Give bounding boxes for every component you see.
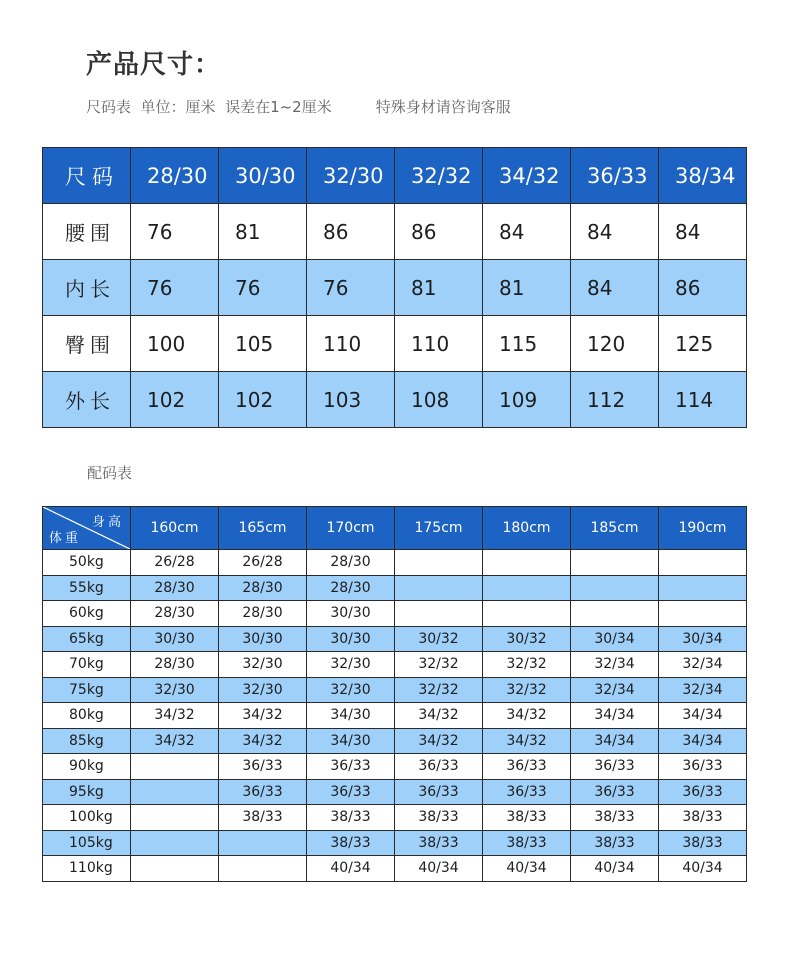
fit-cell <box>395 550 483 576</box>
fit-cell: 34/32 <box>483 703 571 729</box>
fit-cell <box>483 575 571 601</box>
fit-cell: 32/32 <box>483 652 571 678</box>
fit-cell: 28/30 <box>219 601 307 627</box>
fit-cell: 38/33 <box>571 805 659 831</box>
fit-cell <box>483 601 571 627</box>
fit-cell: 34/32 <box>131 703 219 729</box>
fit-cell: 34/32 <box>131 728 219 754</box>
fit-cell: 34/32 <box>483 728 571 754</box>
size-header-cell: 38/34 <box>659 148 747 204</box>
fit-cell: 38/33 <box>395 805 483 831</box>
size-cell: 114 <box>659 372 747 428</box>
fit-row <box>43 550 747 576</box>
fit-cell <box>483 550 571 576</box>
size-header-cell: 32/32 <box>395 148 483 204</box>
fit-row <box>43 754 747 780</box>
fit-cell <box>571 550 659 576</box>
fit-row <box>43 575 747 601</box>
size-cell: 84 <box>659 204 747 260</box>
fit-cell: 36/33 <box>571 779 659 805</box>
fit-cell: 32/30 <box>307 677 395 703</box>
size-cell: 76 <box>131 260 219 316</box>
size-header-row <box>43 148 747 204</box>
fit-chart-table <box>42 506 747 882</box>
fit-row-weight: 110kg <box>43 856 131 882</box>
size-cell: 76 <box>307 260 395 316</box>
fit-header-cell: 165cm <box>219 507 307 550</box>
fit-cell: 36/33 <box>307 779 395 805</box>
size-cell: 103 <box>307 372 395 428</box>
fit-cell: 32/34 <box>659 652 747 678</box>
fit-cell <box>571 575 659 601</box>
fit-cell: 40/34 <box>307 856 395 882</box>
fit-corner-cell <box>43 507 131 550</box>
fit-cell: 34/30 <box>307 703 395 729</box>
fit-cell: 36/33 <box>219 754 307 780</box>
fit-cell: 32/34 <box>571 677 659 703</box>
fit-cell: 32/30 <box>131 677 219 703</box>
size-row-label: 内长 <box>43 260 131 316</box>
fit-row-weight: 65kg <box>43 626 131 652</box>
fit-cell: 38/33 <box>483 805 571 831</box>
fit-row-weight: 80kg <box>43 703 131 729</box>
size-row-label: 外长 <box>43 372 131 428</box>
size-cell: 102 <box>131 372 219 428</box>
fit-cell: 32/32 <box>395 652 483 678</box>
fit-cell: 38/33 <box>571 830 659 856</box>
fit-header-cell: 170cm <box>307 507 395 550</box>
size-cell: 84 <box>571 260 659 316</box>
fit-cell: 30/34 <box>659 626 747 652</box>
fit-cell: 36/33 <box>483 754 571 780</box>
fit-cell <box>219 830 307 856</box>
fit-row-weight: 50kg <box>43 550 131 576</box>
fit-cell: 38/33 <box>659 830 747 856</box>
size-cell: 81 <box>219 204 307 260</box>
size-cell: 84 <box>483 204 571 260</box>
fit-row <box>43 856 747 882</box>
fit-cell: 34/32 <box>219 728 307 754</box>
fit-cell: 36/33 <box>483 779 571 805</box>
fit-cell: 30/30 <box>131 626 219 652</box>
fit-cell: 36/33 <box>571 754 659 780</box>
fit-cell: 34/34 <box>571 728 659 754</box>
fit-cell: 32/30 <box>219 652 307 678</box>
fit-cell <box>659 575 747 601</box>
fit-cell: 32/32 <box>483 677 571 703</box>
fit-cell <box>659 550 747 576</box>
size-cell: 102 <box>219 372 307 428</box>
fit-cell: 26/28 <box>131 550 219 576</box>
size-cell: 108 <box>395 372 483 428</box>
size-row <box>43 204 747 260</box>
size-header-cell: 34/32 <box>483 148 571 204</box>
fit-row <box>43 652 747 678</box>
fit-cell: 32/32 <box>395 677 483 703</box>
fit-cell <box>131 754 219 780</box>
fit-header-cell: 185cm <box>571 507 659 550</box>
fit-cell: 40/34 <box>571 856 659 882</box>
fit-cell: 28/30 <box>307 575 395 601</box>
fit-cell: 30/30 <box>219 626 307 652</box>
unit-note: 尺码表 单位：厘米 误差在1~2厘米 <box>86 98 332 116</box>
size-cell: 125 <box>659 316 747 372</box>
fit-cell <box>131 805 219 831</box>
fit-cell <box>659 601 747 627</box>
page-title: 产品尺寸： <box>86 50 222 80</box>
size-header-label: 尺码 <box>43 148 131 204</box>
size-header-cell: 32/30 <box>307 148 395 204</box>
fit-cell: 34/34 <box>571 703 659 729</box>
fit-cell: 36/33 <box>307 754 395 780</box>
fit-row-weight: 90kg <box>43 754 131 780</box>
fit-cell <box>131 830 219 856</box>
fit-cell <box>395 601 483 627</box>
fit-cell: 26/28 <box>219 550 307 576</box>
fit-chart-label: 配码表 <box>87 464 133 482</box>
fit-row-weight: 55kg <box>43 575 131 601</box>
fit-row <box>43 728 747 754</box>
fit-cell: 38/33 <box>307 805 395 831</box>
fit-cell: 38/33 <box>219 805 307 831</box>
fit-cell: 32/30 <box>219 677 307 703</box>
fit-header-cell: 180cm <box>483 507 571 550</box>
fit-row-weight: 60kg <box>43 601 131 627</box>
fit-cell: 38/33 <box>659 805 747 831</box>
size-cell: 76 <box>219 260 307 316</box>
size-cell: 110 <box>307 316 395 372</box>
size-cell: 120 <box>571 316 659 372</box>
size-header-cell: 28/30 <box>131 148 219 204</box>
fit-cell: 32/34 <box>571 652 659 678</box>
fit-row <box>43 830 747 856</box>
fit-row-weight: 100kg <box>43 805 131 831</box>
fit-cell <box>219 856 307 882</box>
size-cell: 115 <box>483 316 571 372</box>
size-cell: 81 <box>483 260 571 316</box>
fit-cell: 34/32 <box>395 703 483 729</box>
fit-cell <box>131 779 219 805</box>
fit-cell <box>395 575 483 601</box>
fit-cell: 34/32 <box>395 728 483 754</box>
fit-cell: 38/33 <box>307 830 395 856</box>
fit-header-cell: 160cm <box>131 507 219 550</box>
size-cell: 100 <box>131 316 219 372</box>
fit-row <box>43 779 747 805</box>
fit-cell: 36/33 <box>659 779 747 805</box>
size-chart-subtitle <box>86 96 511 117</box>
fit-cell: 34/32 <box>219 703 307 729</box>
fit-cell: 38/33 <box>395 830 483 856</box>
size-row <box>43 372 747 428</box>
fit-header-cell: 175cm <box>395 507 483 550</box>
fit-cell: 40/34 <box>395 856 483 882</box>
fit-cell: 36/33 <box>395 779 483 805</box>
fit-cell: 36/33 <box>395 754 483 780</box>
size-chart-table <box>42 147 747 428</box>
fit-row <box>43 601 747 627</box>
size-cell: 86 <box>659 260 747 316</box>
size-cell: 109 <box>483 372 571 428</box>
fit-cell: 30/30 <box>307 601 395 627</box>
fit-cell: 40/34 <box>659 856 747 882</box>
height-axis-label: 身高 <box>91 515 124 530</box>
fit-row-weight: 105kg <box>43 830 131 856</box>
fit-cell: 32/34 <box>659 677 747 703</box>
fit-cell: 30/34 <box>571 626 659 652</box>
size-row <box>43 316 747 372</box>
size-cell: 76 <box>131 204 219 260</box>
fit-row-weight: 70kg <box>43 652 131 678</box>
fit-row <box>43 626 747 652</box>
fit-cell: 40/34 <box>483 856 571 882</box>
fit-cell: 32/30 <box>307 652 395 678</box>
fit-header-row <box>43 507 747 550</box>
fit-cell: 34/34 <box>659 728 747 754</box>
fit-row-weight: 85kg <box>43 728 131 754</box>
fit-cell: 28/30 <box>219 575 307 601</box>
size-cell: 86 <box>395 204 483 260</box>
size-cell: 110 <box>395 316 483 372</box>
size-row-label: 腰围 <box>43 204 131 260</box>
service-note: 特殊身材请咨询客服 <box>375 98 511 116</box>
fit-header-cell: 190cm <box>659 507 747 550</box>
fit-cell: 30/32 <box>483 626 571 652</box>
fit-row <box>43 703 747 729</box>
size-cell: 112 <box>571 372 659 428</box>
weight-axis-label: 体重 <box>49 531 82 546</box>
size-header-cell: 30/30 <box>219 148 307 204</box>
fit-cell: 34/34 <box>659 703 747 729</box>
fit-cell: 36/33 <box>659 754 747 780</box>
size-header-cell: 36/33 <box>571 148 659 204</box>
fit-cell: 28/30 <box>131 652 219 678</box>
fit-row-weight: 75kg <box>43 677 131 703</box>
size-cell: 84 <box>571 204 659 260</box>
size-row <box>43 260 747 316</box>
size-row-label: 臀围 <box>43 316 131 372</box>
fit-cell: 36/33 <box>219 779 307 805</box>
fit-cell: 38/33 <box>483 830 571 856</box>
fit-cell: 28/30 <box>307 550 395 576</box>
fit-cell: 28/30 <box>131 575 219 601</box>
fit-row-weight: 95kg <box>43 779 131 805</box>
fit-cell <box>131 856 219 882</box>
size-cell: 81 <box>395 260 483 316</box>
fit-cell: 30/32 <box>395 626 483 652</box>
fit-cell: 30/30 <box>307 626 395 652</box>
fit-row <box>43 677 747 703</box>
fit-cell: 34/30 <box>307 728 395 754</box>
fit-cell: 28/30 <box>131 601 219 627</box>
size-cell: 86 <box>307 204 395 260</box>
fit-row <box>43 805 747 831</box>
fit-cell <box>571 601 659 627</box>
size-cell: 105 <box>219 316 307 372</box>
